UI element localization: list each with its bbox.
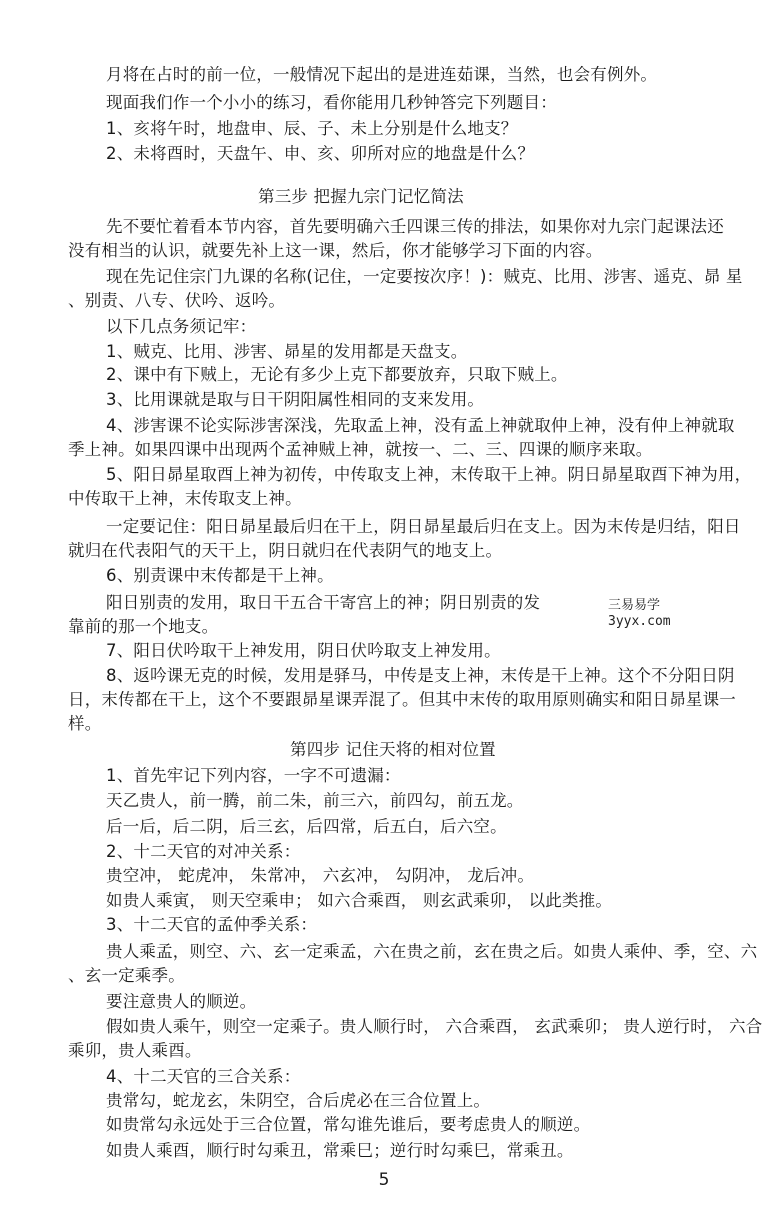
section-title: 第三步 把握九宗门记忆简法 — [258, 187, 464, 206]
list-item: 如贵常勾永远处于三合位置，常勾谁先谁后，要考虑贵人的顺逆。 — [106, 1115, 591, 1134]
paragraph-line: 现在先记住宗门九课的名称(记住，一定要按次序！)：贼克、比用、涉害、遥克、昴 星 — [106, 267, 743, 286]
intro-line: 现面我们作一个小小的练习，看你能用几秒钟答完下列题目： — [106, 93, 557, 112]
rule-item: 8、返吟课无克的时候，发用是驿马，中传是支上神，末传是干上神。这个不分阳日阴 — [106, 666, 735, 685]
rule-item: 5、阳日昴星取酉上神为初传，中传取支上神，末传取干上神。阴日昴星取酉下神为用， — [106, 465, 752, 484]
list-item: 如贵人乘酉，顺行时勾乘丑，常乘巳；逆行时勾乘巳，常乘丑。 — [106, 1141, 574, 1160]
intro-line: 月将在占时的前一位，一般情况下起出的是进连茹课，当然，也会有例外。 — [106, 65, 658, 84]
rule-item: 7、阳日伏吟取干上神发用，阴日伏吟取支上神发用。 — [106, 641, 501, 660]
rule-item: 3、比用课就是取与日干阴阳属性相同的支来发用。 — [106, 390, 485, 409]
note-line: 靠前的那一个地支。 — [68, 617, 219, 636]
rule-item: 中传取干上神，末传取支上神。 — [68, 489, 302, 508]
exercise-question: 2、未将酉时，天盘午、申、亥、卯所对应的地盘是什么？ — [106, 144, 535, 163]
rule-item: 4、涉害课不论实际涉害深浅，先取孟上神，没有孟上神就取仲上神，没有仲上神就取 — [106, 416, 735, 435]
rule-item: 样。 — [68, 714, 102, 733]
paragraph-line: 以下几点务须记牢： — [106, 317, 257, 336]
list-item: 2、十二天官的对冲关系： — [106, 842, 301, 861]
note-line: 阳日别责的发用，取日干五合干寄宫上的神；阴日别责的发 — [106, 593, 541, 612]
section-title: 第四步 记住天将的相对位置 — [290, 740, 496, 759]
list-item: 要注意贵人的顺逆。 — [106, 992, 257, 1011]
note-line: 就归在代表阳气的天干上，阴日就归在代表阴气的地支上。 — [68, 541, 503, 560]
list-item: 3、十二天官的孟仲季关系： — [106, 915, 318, 934]
paragraph-line: 先不要忙着看本节内容，首先要明确六壬四课三传的排法，如果你对九宗门起课法还 — [106, 217, 724, 236]
list-item: 1、首先牢记下列内容，一字不可遗漏： — [106, 766, 401, 785]
rule-item: 1、贼克、比用、涉害、昴星的发用都是天盘支。 — [106, 342, 468, 361]
watermark-site: 3yyx.com — [608, 614, 671, 629]
list-item: 天乙贵人，前一腾，前二朱，前三六，前四勾，前五龙。 — [106, 791, 524, 810]
list-item: 贵空冲， 蛇虎冲， 朱常冲， 六玄冲， 勾阴冲， 龙后冲。 — [106, 866, 535, 885]
rule-item: 2、课中有下贼上，无论有多少上克下都要放弃，只取下贼上。 — [106, 365, 568, 384]
list-item: 贵常勾，蛇龙玄，朱阴空，合后虎必在三合位置上。 — [106, 1091, 491, 1110]
exercise-question: 1、亥将午时，地盘申、辰、子、未上分别是什么地支？ — [106, 119, 518, 138]
watermark-name: 三易易学 — [608, 598, 661, 613]
list-item: 贵人乘孟，则空、六、玄一定乘孟，六在贵之前，玄在贵之后。如贵人乘仲、季，空、六 — [106, 942, 758, 961]
list-item: 后一后，后二阴，后三玄，后四常，后五白，后六空。 — [106, 817, 507, 836]
rule-item: 日，末传都在干上，这个不要跟昴星课弄混了。但其中末传的取用原则确实和阳日昴星课一 — [68, 690, 736, 709]
list-item: 、玄一定乘季。 — [68, 966, 185, 985]
list-item: 如贵人乘寅， 则天空乘申； 如六合乘酉， 则玄武乘卯， 以此类推。 — [106, 891, 613, 910]
paragraph-line: 、别责、八专、伏吟、返吟。 — [68, 291, 286, 310]
list-item: 假如贵人乘午，则空一定乘子。贵人顺行时， 六合乘酉， 玄武乘卯； 贵人逆行时， 六合 — [106, 1017, 763, 1036]
rule-item: 6、别责课中末传都是干上神。 — [106, 566, 334, 585]
rule-item: 季上神。如果四课中出现两个孟神贼上神，就按一、二、三、四课的顺序来取。 — [68, 440, 653, 459]
page-number: 5 — [378, 1170, 390, 1190]
paragraph-line: 没有相当的认识，就要先补上这一课，然后，你才能够学习下面的内容。 — [68, 241, 603, 260]
list-item: 4、十二天官的三合关系： — [106, 1067, 301, 1086]
note-line: 一定要记住：阳日昴星最后归在干上，阴日昴星最后归在支上。因为末传是归结，阳日 — [106, 517, 741, 536]
list-item: 乘卯，贵人乘酉。 — [68, 1041, 202, 1060]
